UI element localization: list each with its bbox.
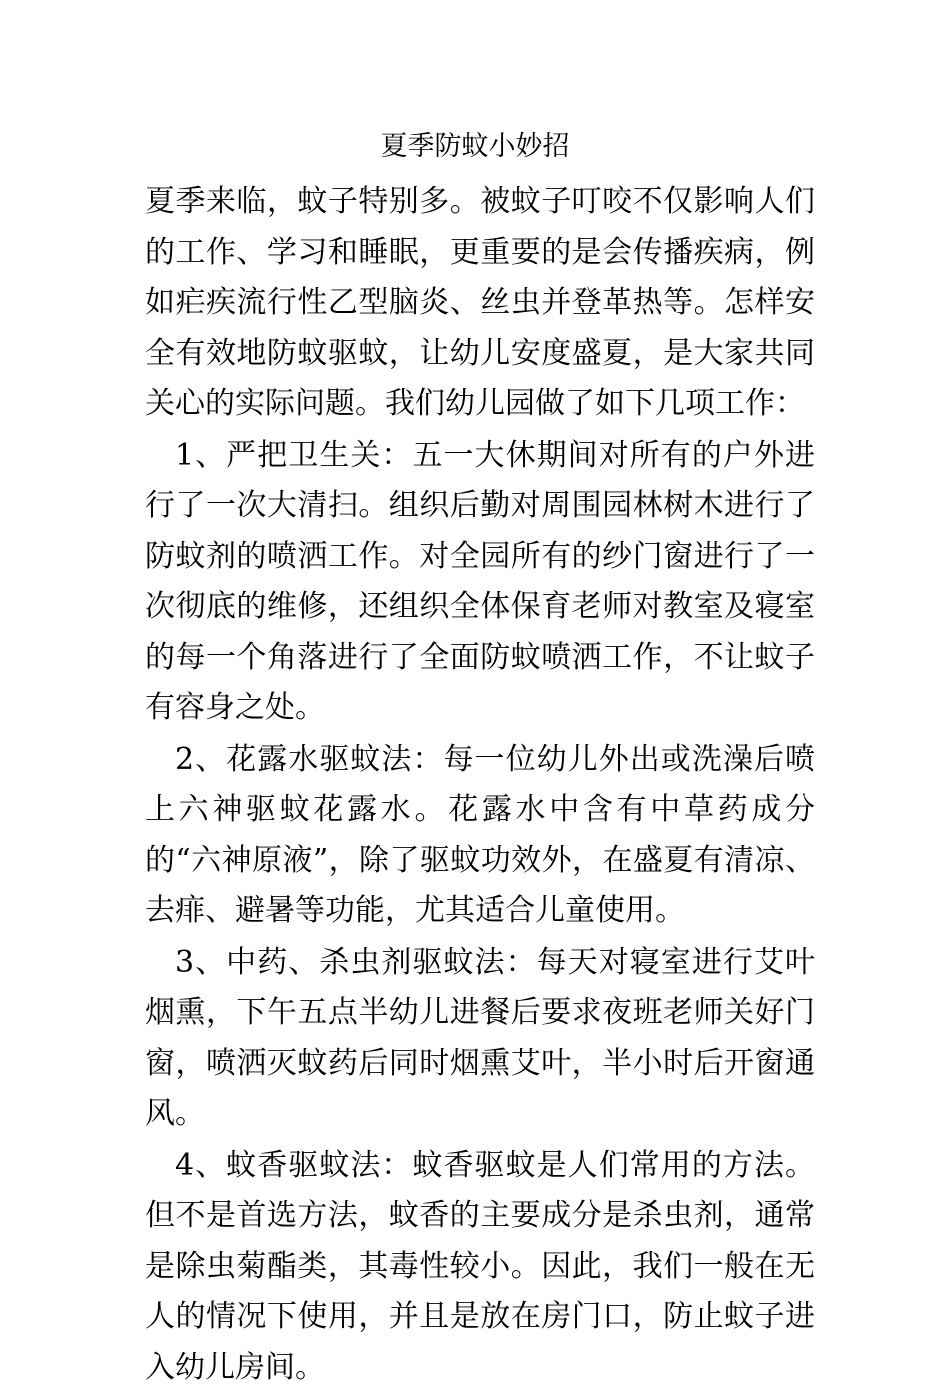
intro-paragraph: 夏季来临，蚊子特别多。被蚊子叮咬不仅影响人们的工作、学习和睡眠，更重要的是会传播疾病，例如疟疾流行性乙型脑炎、丝虫并登革热等。怎样安全有效地防蚊驱蚊，让幼儿安度盛夏，是大家共同关心的实际问题。我们幼儿园做了如下几项工作： <box>145 177 815 430</box>
document-title: 夏季防蚊小妙招 <box>0 127 950 167</box>
paragraph-mosquito-coil: 4、蚊香驱蚊法：蚊香驱蚊是人们常用的方法。但不是首选方法，蚊香的主要成分是杀虫剂，通常是除虫菊酯类，其毒性较小。因此，我们一般在无人的情况下使用，并且是放在房门口，防止蚊子进入幼儿房间。 <box>145 1141 815 1393</box>
document-body <box>145 177 815 1393</box>
paragraph-hygiene: 1、严把卫生关：五一大休期间对所有的户外进行了一次大清扫。组织后勤对周围园林树木进行了防蚊剂的喷洒工作。对全园所有的纱门窗进行了一次彻底的维修，还组织全体保育老师对教室及寝室的每一个角落进行了全面防蚊喷洒工作，不让蚊子有容身之处。 <box>145 431 815 734</box>
paragraph-floral-water: 2、花露水驱蚊法：每一位幼儿外出或洗澡后喷上六神驱蚊花露水。花露水中含有中草药成分的“六神原液”，除了驱蚊功效外，在盛夏有清凉、去痱、避暑等功能，尤其适合儿童使用。 <box>145 735 815 937</box>
paragraph-herbal-insecticide: 3、中药、杀虫剂驱蚊法：每天对寝室进行艾叶烟熏，下午五点半幼儿进餐后要求夜班老师关好门窗，喷洒灭蚊药后同时烟熏艾叶，半小时后开窗通风。 <box>145 938 815 1140</box>
